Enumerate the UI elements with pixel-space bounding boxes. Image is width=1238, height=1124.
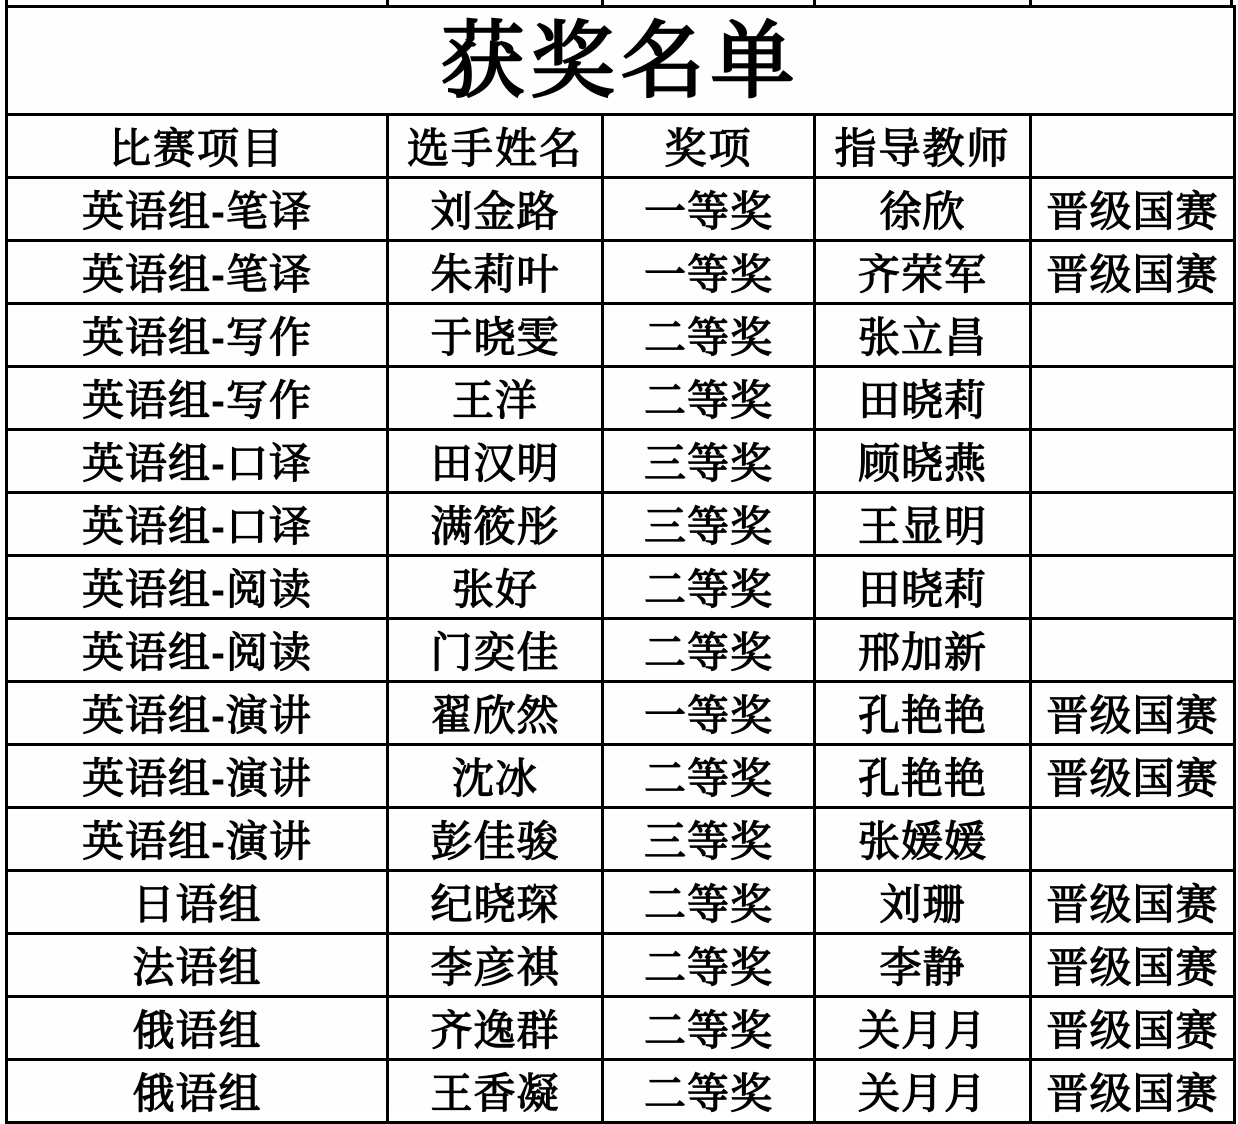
cell-teacher: 徐欣 [815,178,1031,241]
cell-event: 日语组 [7,871,388,934]
cell-teacher: 孔艳艳 [815,682,1031,745]
cell-note: 晋级国赛 [1031,241,1235,304]
table-row [7,1060,1235,1123]
cell-contestant: 王洋 [388,367,603,430]
cell-event: 英语组-口译 [7,430,388,493]
cell-contestant: 满筱彤 [388,493,603,556]
cell-event: 英语组-口译 [7,493,388,556]
cell-award: 三等奖 [603,808,815,871]
table-row [7,808,1235,871]
cell-teacher: 田晓莉 [815,556,1031,619]
cell-contestant: 刘金路 [388,178,603,241]
column-header-contestant: 选手姓名 [388,115,603,178]
cell-note [1031,304,1235,367]
cell-event: 英语组-写作 [7,367,388,430]
table-header-row [7,115,1235,178]
cell-note [1031,367,1235,430]
cell-contestant: 朱莉叶 [388,241,603,304]
cell-award: 一等奖 [603,241,815,304]
table-row [7,556,1235,619]
cell-teacher: 田晓莉 [815,367,1031,430]
cell-teacher: 顾晓燕 [815,430,1031,493]
cell-award: 二等奖 [603,871,815,934]
cell-note: 晋级国赛 [1031,997,1235,1060]
cell-note: 晋级国赛 [1031,682,1235,745]
cell-teacher: 邢加新 [815,619,1031,682]
cell-note [1031,556,1235,619]
cell-award: 二等奖 [603,367,815,430]
table-row [7,997,1235,1060]
table-row [7,871,1235,934]
table-row [7,493,1235,556]
cell-event: 俄语组 [7,997,388,1060]
cell-event: 英语组-演讲 [7,808,388,871]
cell-contestant: 翟欣然 [388,682,603,745]
cell-contestant: 张好 [388,556,603,619]
cell-teacher: 关月月 [815,997,1031,1060]
table-row [7,367,1235,430]
page-title: 获奖名单 [7,7,1235,115]
cell-event: 英语组-阅读 [7,619,388,682]
border-stub [601,0,604,5]
cell-award: 二等奖 [603,556,815,619]
cell-contestant: 彭佳骏 [388,808,603,871]
border-stub [5,0,8,5]
cell-contestant: 王香凝 [388,1060,603,1123]
cell-note [1031,430,1235,493]
table-row [7,619,1235,682]
cell-award: 一等奖 [603,682,815,745]
table-row [7,430,1235,493]
award-table [5,5,1236,1124]
cell-event: 英语组-笔译 [7,241,388,304]
cell-award: 一等奖 [603,178,815,241]
cell-teacher: 关月月 [815,1060,1031,1123]
cell-note: 晋级国赛 [1031,178,1235,241]
cell-teacher: 齐荣军 [815,241,1031,304]
cell-event: 英语组-笔译 [7,178,388,241]
cell-award: 三等奖 [603,493,815,556]
cell-contestant: 纪晓琛 [388,871,603,934]
cell-note: 晋级国赛 [1031,1060,1235,1123]
cell-contestant: 沈冰 [388,745,603,808]
cell-award: 二等奖 [603,304,815,367]
table-row [7,682,1235,745]
cell-note: 晋级国赛 [1031,871,1235,934]
border-stub [1029,0,1032,5]
cell-teacher: 孔艳艳 [815,745,1031,808]
cell-teacher: 王显明 [815,493,1031,556]
column-header-note [1031,115,1235,178]
table-row [7,178,1235,241]
cell-note [1031,619,1235,682]
cell-teacher: 刘珊 [815,871,1031,934]
cell-contestant: 田汉明 [388,430,603,493]
cell-contestant: 齐逸群 [388,997,603,1060]
border-stub [1230,0,1233,5]
column-header-award: 奖项 [603,115,815,178]
border-stub [813,0,816,5]
cell-event: 法语组 [7,934,388,997]
cell-teacher: 李静 [815,934,1031,997]
cell-award: 二等奖 [603,1060,815,1123]
cell-award: 二等奖 [603,997,815,1060]
cell-contestant: 于晓雯 [388,304,603,367]
cell-event: 英语组-阅读 [7,556,388,619]
cropped-row-above [5,0,1233,5]
cell-event: 英语组-写作 [7,304,388,367]
border-stub [386,0,389,5]
column-header-event: 比赛项目 [7,115,388,178]
cell-note [1031,808,1235,871]
table-row [7,934,1235,997]
cell-award: 二等奖 [603,745,815,808]
cell-event: 英语组-演讲 [7,682,388,745]
cell-award: 二等奖 [603,934,815,997]
cell-note [1031,493,1235,556]
cell-contestant: 门奕佳 [388,619,603,682]
title-row [7,7,1235,115]
table-row [7,745,1235,808]
cell-event: 俄语组 [7,1060,388,1123]
cell-event: 英语组-演讲 [7,745,388,808]
cell-note: 晋级国赛 [1031,934,1235,997]
column-header-teacher: 指导教师 [815,115,1031,178]
cell-contestant: 李彦祺 [388,934,603,997]
cell-note: 晋级国赛 [1031,745,1235,808]
table-row [7,241,1235,304]
cell-award: 三等奖 [603,430,815,493]
cell-teacher: 张媛媛 [815,808,1031,871]
cell-award: 二等奖 [603,619,815,682]
table-row [7,304,1235,367]
cell-teacher: 张立昌 [815,304,1031,367]
